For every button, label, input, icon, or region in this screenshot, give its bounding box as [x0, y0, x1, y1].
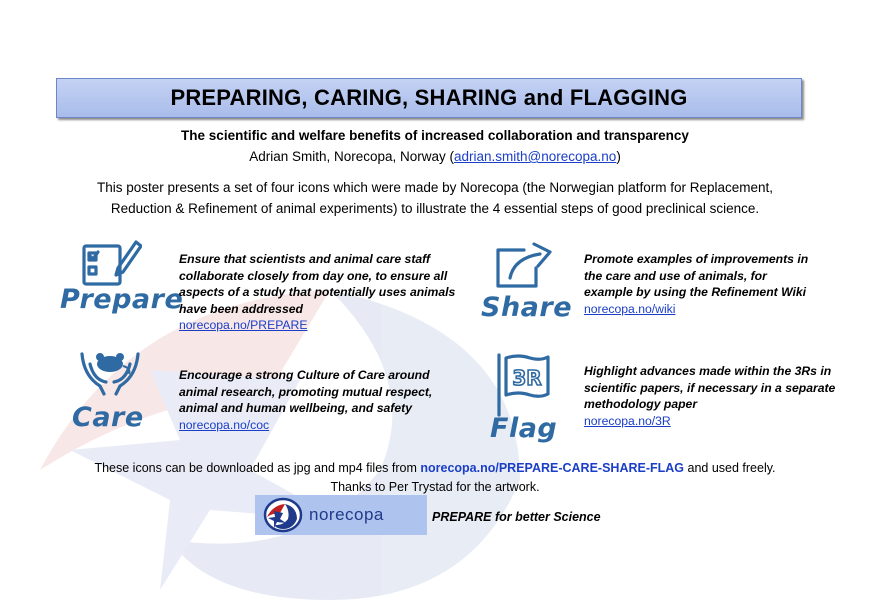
norecopa-star-logo-icon: [263, 497, 303, 533]
share-link[interactable]: norecopa.no/wiki: [584, 301, 676, 316]
flag-link[interactable]: norecopa.no/3R: [584, 413, 671, 428]
care-link[interactable]: norecopa.no/coc: [179, 417, 270, 432]
intro-line: Reduction & Refinement of animal experiments) to illustrate the 4 essential steps of good preclinical science.: [110, 201, 760, 216]
share-block: [584, 251, 808, 317]
share-icon-label: Share: [481, 292, 573, 323]
flag-3r-icon: [494, 352, 550, 418]
author-suffix: ): [616, 149, 621, 164]
poster-title: PREPARING, CARING, SHARING and FLAGGING: [170, 85, 688, 110]
poster-subtitle: The scientific and welfare benefits of increased collaboration and transparency: [181, 128, 689, 143]
flag-line: methodology paper: [584, 397, 698, 411]
checklist-pencil-icon: [80, 232, 142, 287]
flag-block: [584, 363, 835, 429]
care-line: Encourage a strong Culture of Care around: [179, 368, 430, 382]
author-email-link[interactable]: adrian.smith@norecopa.no: [454, 149, 617, 164]
download-link[interactable]: norecopa.no/PREPARE-CARE-SHARE-FLAG: [420, 461, 685, 475]
download-note-prefix: These icons can be downloaded as jpg and mp4 files from: [94, 461, 421, 475]
intro-line: This poster presents a set of four icons which were made by Norecopa (the Norwegian platform for Replacement,: [96, 180, 774, 195]
prepare-line: aspects of a study that potentially uses animals: [179, 285, 456, 299]
prepare-line: Ensure that scientists and animal care staff: [179, 252, 431, 266]
flag-line: scientific papers, if necessary in a separate: [584, 380, 836, 395]
share-line: the care and use of animals, for: [584, 268, 767, 283]
download-note-suffix: and used freely.: [684, 461, 776, 475]
care-line: animal research, promoting mutual respect,: [179, 384, 433, 399]
share-line: Promote examples of improvements in: [584, 252, 809, 266]
logo-text: norecopa: [309, 505, 384, 524]
prepare-line: collaborate closely from day one, to ensure all: [179, 268, 448, 283]
share-line: example by using the Refinement Wiki: [584, 285, 807, 299]
intro-paragraph: [0, 177, 870, 219]
care-icon-label: Care: [72, 402, 144, 433]
norecopa-logo: [255, 495, 427, 535]
prepare-icon-label: Prepare: [60, 284, 184, 315]
artwork-credit: Thanks to Per Trystad for the artwork.: [330, 480, 540, 494]
care-line: animal and human wellbeing, and safety: [179, 401, 412, 415]
author-line: [0, 149, 870, 164]
care-block: [179, 367, 432, 433]
flag-3r-text: 3R: [512, 366, 542, 390]
flag-icon-label: Flag: [490, 413, 558, 444]
download-note: [0, 461, 870, 475]
title-banner: [56, 78, 802, 118]
flag-line: Highlight advances made within the 3Rs in: [584, 364, 832, 378]
share-arrow-icon: [494, 238, 556, 290]
prepare-link[interactable]: norecopa.no/PREPARE: [179, 318, 308, 332]
author-name: Adrian Smith, Norecopa, Norway (: [249, 149, 455, 164]
tagline: PREPARE for better Science: [432, 510, 601, 524]
hands-holding-mouse-icon: [78, 346, 142, 396]
prepare-line: have been addressed: [179, 301, 303, 316]
prepare-block: [179, 251, 455, 334]
